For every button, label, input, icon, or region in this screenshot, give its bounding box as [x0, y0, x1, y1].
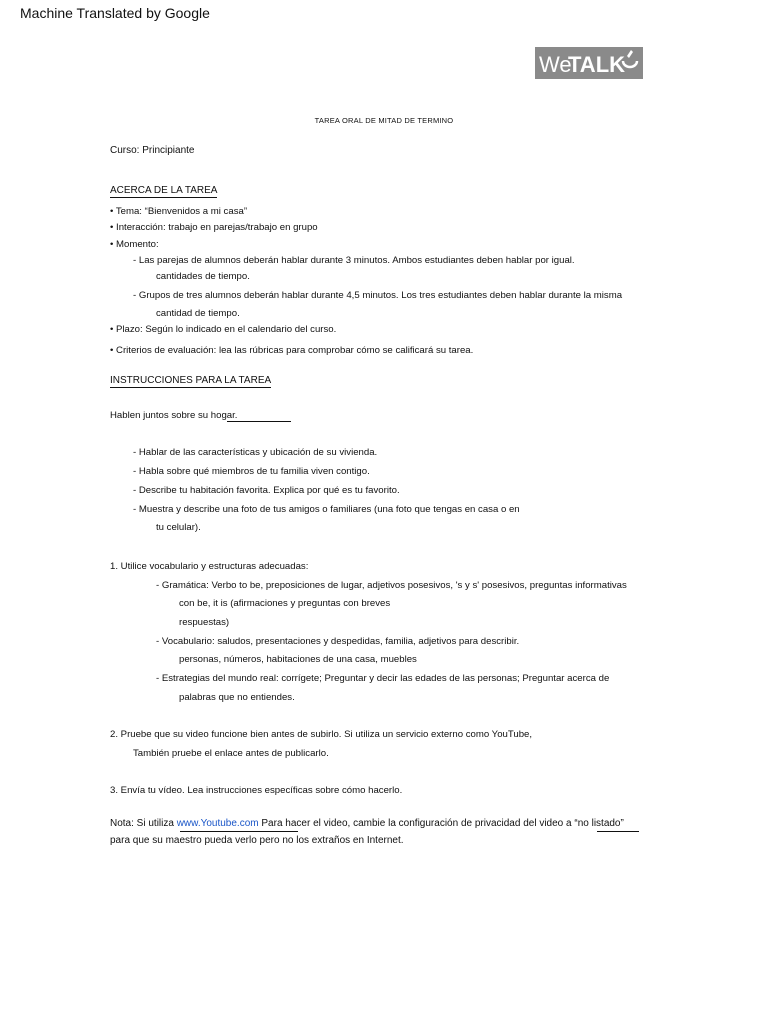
course-line: Curso: Principiante — [110, 145, 195, 156]
item-2-line1: 2. Pruebe que su video funcione bien antes de subirlo. Si utiliza un servicio externo como YouTube, — [110, 729, 533, 740]
blank-underline — [227, 421, 291, 422]
strategies-line1: - Estrategias del mundo real: corrígete; Preguntar y decir las edades de las personas; Preguntar acerca de — [156, 673, 610, 684]
instructions-bullet-3: - Describe tu habitación favorita. Explica por qué es tu favorito. — [133, 485, 400, 496]
quoted-underline — [597, 831, 639, 832]
instructions-heading: INSTRUCCIONES PARA LA TAREA — [110, 375, 272, 386]
vocabulary-line2: personas, números, habitaciones de una casa, muebles — [179, 654, 417, 665]
note-line1 — [110, 818, 624, 829]
document-title: TAREA ORAL DE MITAD DE TERMINO — [314, 116, 454, 125]
youtube-link[interactable]: www.Youtube.com — [176, 818, 259, 829]
about-tema: • Tema: “Bienvenidos a mi casa” — [110, 206, 248, 217]
strategies-line2: palabras que no entiendes. — [179, 692, 295, 703]
about-groups-line2: cantidad de tiempo. — [156, 308, 240, 319]
grammar-line1: - Gramática: Verbo to be, preposiciones de lugar, adjetivos posesivos, 's y s' posesivos, preguntas informativas — [156, 580, 627, 591]
wetalk-logo-graphic — [535, 47, 643, 79]
wetalk-logo — [535, 47, 643, 79]
about-heading: ACERCA DE LA TAREA — [110, 185, 218, 196]
about-interaccion: • Interacción: trabajo en parejas/trabajo en grupo — [110, 222, 318, 233]
grammar-line2: con be, it is (afirmaciones y preguntas con breves — [179, 598, 391, 609]
about-groups-line1: - Grupos de tres alumnos deberán hablar durante 4,5 minutos. Los tres estudiantes deben hablar durante la misma — [133, 290, 623, 301]
link-underline — [180, 831, 298, 832]
item-2-line2: También pruebe el enlace antes de publicarlo. — [133, 748, 329, 759]
item-3: 3. Envía tu vídeo. Lea instrucciones específicas sobre cómo hacerlo. — [110, 785, 403, 796]
about-plazo: • Plazo: Según lo indicado en el calendario del curso. — [110, 324, 337, 335]
note-middle: Para hacer el video, cambie la configuración de privacidad del video a — [258, 818, 575, 829]
note-prefix: Nota: Si utiliza — [110, 818, 177, 829]
logo-text-we: We — [539, 52, 572, 77]
instructions-bullet-2: - Habla sobre qué miembros de tu familia viven contigo. — [133, 466, 370, 477]
about-pairs-line2: cantidades de tiempo. — [156, 271, 250, 282]
logo-text-talk: TALK — [568, 52, 626, 77]
item-1: 1. Utilice vocabulario y estructuras adecuadas: — [110, 561, 309, 572]
instructions-bullet-1: - Hablar de las características y ubicación de su vivienda. — [133, 447, 378, 458]
grammar-line3: respuestas) — [179, 617, 230, 628]
instructions-bullet-4: - Muestra y describe una foto de tus amigos o familiares (una foto que tengas en casa o en — [133, 504, 520, 515]
about-momento: • Momento: — [110, 239, 159, 250]
note-quoted: “no listado” — [574, 818, 624, 829]
instructions-intro: Hablen juntos sobre su hogar. — [110, 410, 238, 421]
about-pairs-line1: - Las parejas de alumnos deberán hablar durante 3 minutos. Ambos estudiantes deben hablar por igual. — [133, 255, 575, 266]
instructions-bullet-4-cont: tu celular). — [156, 522, 201, 533]
note-line2: para que su maestro pueda verlo pero no los extraños en Internet. — [110, 835, 404, 846]
about-criterios: • Criterios de evaluación: lea las rúbricas para comprobar cómo se calificará su tarea. — [110, 345, 474, 356]
vocabulary-line1: - Vocabulario: saludos, presentaciones y despedidas, familia, adjetivos para describir. — [156, 636, 520, 647]
translation-banner: Machine Translated by Google — [20, 5, 210, 21]
